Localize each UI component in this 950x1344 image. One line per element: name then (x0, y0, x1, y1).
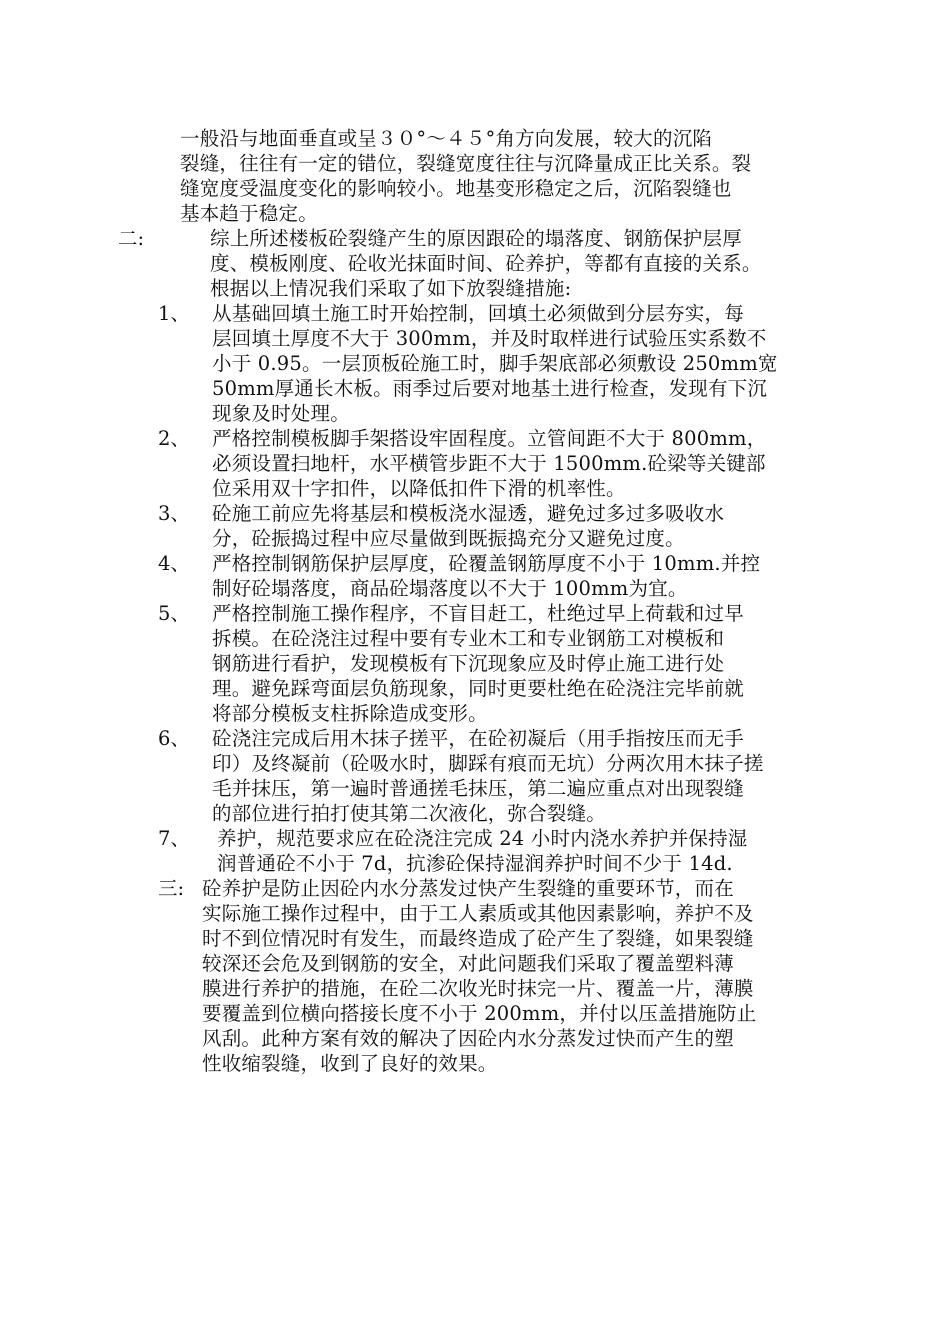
item-line: 从基础回填土施工时开始控制，回填土必须做到分层夯实，每 (212, 302, 744, 325)
item-marker: 7、 (158, 827, 190, 850)
item-line: 毛并抹压，第一遍时普通搓毛抹压，第二遍应重点对出现裂缝 (212, 777, 744, 800)
item-line: 钢筋进行看护，发现模板有下沉现象应及时停止施工进行处 (212, 652, 725, 675)
item-line: 养护，规范要求应在砼浇注完成 24 小时内浇水养护并保持湿 (217, 827, 748, 850)
item-line: 层回填土厚度不大于 300mm，并及时取样进行试验压实系数不 (212, 327, 767, 350)
section-three-line-5: 膜进行养护的措施，在砼二次收光时抹完一片、覆盖一片，薄膜 (202, 977, 754, 1000)
item-marker: 1、 (158, 302, 190, 325)
intro-line-4: 基本趋于稳定。 (180, 202, 318, 225)
intro-line-1: 一般沿与地面垂直或呈３０°～４５°角方向发展，较大的沉陷 (180, 127, 713, 150)
item-line: 位采用双十字扣件，以降低扣件下滑的机率性。 (212, 477, 626, 500)
item-line: 分，砼振捣过程中应尽量做到既振捣充分又避免过度。 (212, 527, 685, 550)
item-line: 印）及终凝前（砼吸水时，脚踩有痕而无坑）分两次用木抹子搓 (212, 752, 764, 775)
section-three-line-2: 实际施工操作过程中，由于工人素质或其他因素影响，养护不及 (202, 902, 754, 925)
item-line: 制好砼塌落度，商品砼塌落度以不大于 100mm为宜。 (212, 577, 688, 600)
item-line: 现象及时处理。 (212, 402, 350, 425)
item-marker: 6、 (158, 727, 190, 750)
item-line: 的部位进行拍打使其第二次液化，弥合裂缝。 (212, 802, 607, 825)
item-marker: 5、 (158, 602, 190, 625)
section-three-line-4: 较深还会危及到钢筋的安全，对此问题我们采取了覆盖塑料薄 (202, 952, 734, 975)
section-three-line-1: 砼养护是防止因砼内水分蒸发过快产生裂缝的重要环节，而在 (202, 877, 734, 900)
item-line: 严格控制施工操作程序，不盲目赶工，杜绝过早上荷载和过早 (212, 602, 744, 625)
item-line: 严格控制钢筋保护层厚度，砼覆盖钢筋厚度不小于 10mm.并控 (212, 552, 761, 575)
item-marker: 4、 (158, 552, 190, 575)
section-three-line-3: 时不到位情况时有发生，而最终造成了砼产生了裂缝，如果裂缝 (202, 927, 754, 950)
item-line: 将部分模板支柱拆除造成变形。 (212, 702, 488, 725)
section-two-line-2: 度、模板刚度、砼收光抹面时间、砼养护，等都有直接的关系。 (210, 252, 762, 275)
intro-line-3: 缝宽度受温度变化的影响较小。地基变形稳定之后，沉陷裂缝也 (180, 177, 732, 200)
item-marker: 2、 (158, 427, 190, 450)
section-two-marker: 二: (118, 227, 145, 250)
intro-line-2: 裂缝，往往有一定的错位，裂缝宽度往往与沉降量成正比关系。裂 (180, 152, 752, 175)
section-two-line-3: 根据以上情况我们采取了如下放裂缝措施: (210, 277, 572, 300)
section-three-line-8: 性收缩裂缝，收到了良好的效果。 (202, 1052, 498, 1075)
section-three-marker: 三: (158, 877, 185, 900)
item-line: 必须设置扫地杆，水平横管步距不大于 1500mm.砼梁等关键部 (212, 452, 766, 475)
item-line: 拆模。在砼浇注过程中要有专业木工和专业钢筋工对模板和 (212, 627, 725, 650)
item-line: 严格控制模板脚手架搭设牢固程度。立管间距不大于 800mm， (212, 427, 767, 450)
item-line: 润普通砼不小于 7d，抗渗砼保持湿润养护时间不少于 14d. (217, 852, 733, 875)
item-marker: 3、 (158, 502, 190, 525)
section-three-line-6: 要覆盖到位横向搭接长度不小于 200mm，并付以压盖措施防止 (202, 1002, 757, 1025)
item-line: 小于 0.95。一层顶板砼施工时，脚手架底部必须敷设 250mm宽 (212, 352, 778, 375)
item-line: 理。避免踩弯面层负筋现象，同时更要杜绝在砼浇注完毕前就 (212, 677, 744, 700)
section-two-line-1: 综上所述楼板砼裂缝产生的原因跟砼的塌落度、钢筋保护层厚 (210, 227, 742, 250)
item-line: 砼施工前应先将基层和模板浇水湿透，避免过多过多吸收水 (212, 502, 725, 525)
item-line: 砼浇注完成后用木抹子搓平，在砼初凝后（用手指按压而无手 (212, 727, 744, 750)
item-line: 50mm厚通长木板。雨季过后要对地基土进行检查，发现有下沉 (212, 377, 768, 400)
section-three-line-7: 风刮。此种方案有效的解决了因砼内水分蒸发过快而产生的塑 (202, 1027, 734, 1050)
